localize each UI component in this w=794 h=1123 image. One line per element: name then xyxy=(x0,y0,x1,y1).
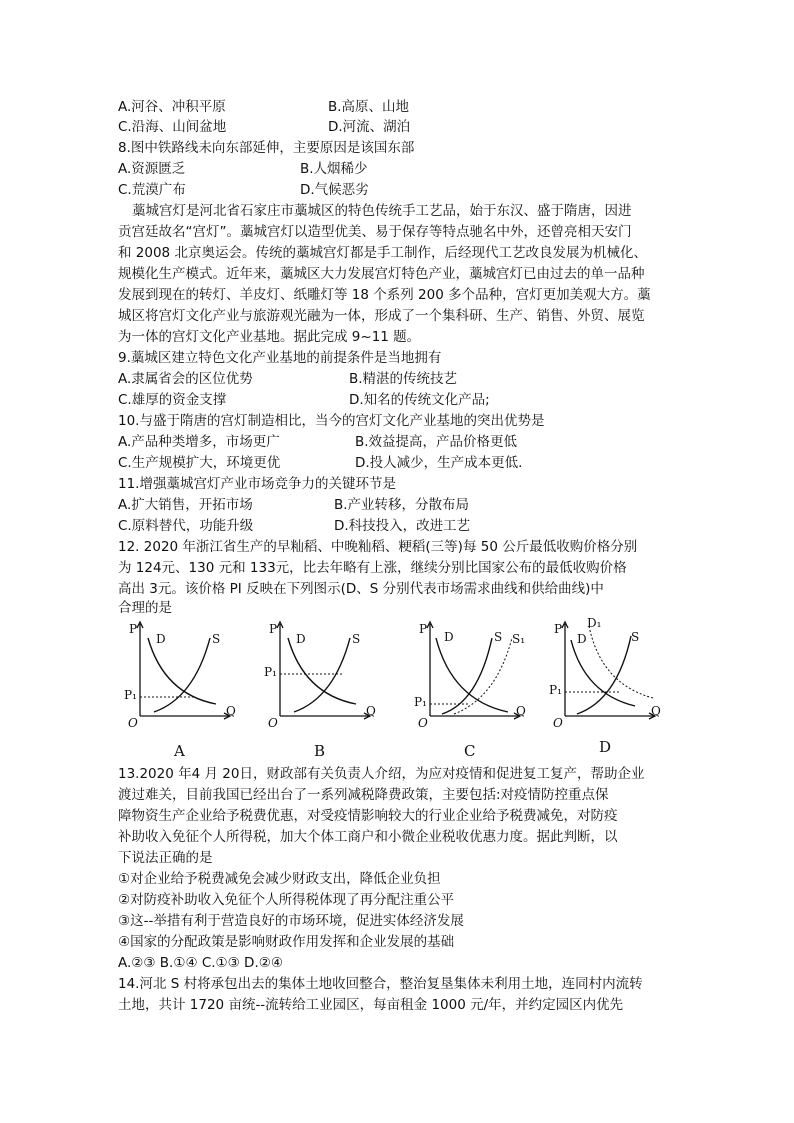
q13-statement: ②对防疫补助收入免征个人所得税体现了再分配注重公平 xyxy=(118,892,455,908)
q14-line: 14.河北 S 村将承包出去的集体土地收回整合，整治复垦集体未利用土地，连同村内流转 xyxy=(118,976,643,992)
q9-option-b: B.精湛的传统技艺 xyxy=(349,371,458,387)
q10-option-b: B.效益提高，产品价格更低 xyxy=(355,434,518,450)
q10-option-c: C.生产规模扩大，环境更优 xyxy=(118,455,281,471)
graph-a-origin-label: O xyxy=(128,716,138,730)
q12-line: 为 124元、130 元和 133元，比去年略有上涨，继续分别比国家公布的最低收购价格 xyxy=(118,560,627,576)
graph-a-p1-label: P₁ xyxy=(124,688,137,702)
graph-b-d-label: D xyxy=(296,632,306,646)
supply-demand-figures xyxy=(118,616,663,762)
graph-a-q-label: Q xyxy=(226,704,236,718)
passage-line: 规模化生产模式。近年来，藁城区大力发展宫灯特色产业，藁城宫灯已由过去的单一品种 xyxy=(118,266,645,282)
graph-c-p1-label: P₁ xyxy=(414,695,427,709)
q7-option-d: D.河流、湖泊 xyxy=(328,119,411,135)
graph-d xyxy=(543,616,663,762)
graph-c-caption: C xyxy=(464,742,476,760)
q11-stem: 11.增强藁城宫灯产业市场竞争力的关键环节是 xyxy=(118,476,396,492)
q11-option-c: C.原料替代，功能升级 xyxy=(118,518,254,534)
graph-a-s-label: S xyxy=(212,632,221,646)
q10-stem: 10.与盛于隋唐的宫灯制造相比，当今的宫灯文化产业基地的突出优势是 xyxy=(118,413,545,429)
passage-line: 发展到现在的转灯、羊皮灯、纸雕灯等 18 个系列 200 多个品种，宫灯更加美观大方。藁 xyxy=(118,287,651,303)
graph-a-p-label: P xyxy=(129,622,138,636)
graph-b-p1-label: P₁ xyxy=(264,665,277,679)
q10-option-d: D.投人减少，生产成本更低. xyxy=(355,455,523,471)
q9-stem: 9.藁城区建立特色文化产业基地的前提条件是当地拥有 xyxy=(118,350,442,366)
graph-d-d1-label: D₁ xyxy=(587,616,602,630)
q12-line: 合理的是 xyxy=(118,600,172,616)
q8-option-a: A.资源匮乏 xyxy=(118,161,186,177)
graph-b-p-label: P xyxy=(269,622,278,636)
graph-c-svg xyxy=(408,616,528,762)
graph-d-origin-label: O xyxy=(553,716,563,730)
graph-a xyxy=(118,616,238,762)
graph-c-p-label: P xyxy=(419,622,428,636)
q9-option-c: C.雄厚的资金支撑 xyxy=(118,392,227,408)
q7-option-c: C.沿海、山间盆地 xyxy=(118,119,227,135)
graph-b-s-label: S xyxy=(352,632,361,646)
q13-options: A.②③ B.①④ C.①③ D.②④ xyxy=(118,955,283,971)
graph-c-s1-label: S₁ xyxy=(512,632,526,646)
q13-line: 障物资生产企业给予税费优惠，对受疫情影响较大的行业企业给予税费减免，对防疫 xyxy=(118,808,618,824)
passage-line: 城区将宫灯文化产业与旅游观光融为一体，形成了一个集科研、生产、销售、外贸、展览 xyxy=(118,308,645,324)
q9-option-a: A.隶属省会的区位优势 xyxy=(118,371,253,387)
graph-a-d-label: D xyxy=(156,632,166,646)
q11-option-d: D.科技投入，改进工艺 xyxy=(334,518,471,534)
q13-line: 下说法正确的是 xyxy=(118,850,213,866)
passage-line: 藁城宫灯是河北省石家庄市藁城区的特色传统手工艺品，始于东汉、盛于隋唐，因进 xyxy=(132,203,632,219)
graph-d-caption: D xyxy=(599,738,612,756)
q8-option-b: B.人烟稀少 xyxy=(300,161,368,177)
q12-line: 12. 2020 年浙江省生产的早籼稻、中晚籼稻、粳稻(三等)每 50 公斤最低收购价格分别 xyxy=(118,539,638,555)
q12-line: 高出 3元。该价格 PI 反映在下列图示(D、S 分别代表市场需求曲线和供给曲线)中 xyxy=(118,581,604,597)
graph-c-d-label: D xyxy=(444,630,454,644)
graph-b-caption: B xyxy=(314,742,326,760)
q13-statement: ③这--举措有利于营造良好的市场环境，促进实体经济发展 xyxy=(118,913,464,929)
graph-b xyxy=(258,616,378,762)
graph-d-d-label: D xyxy=(577,632,587,646)
q11-option-b: B.产业转移，分散布局 xyxy=(334,497,470,513)
q11-option-a: A.扩大销售，开拓市场 xyxy=(118,497,253,513)
graph-d-p-label: P xyxy=(554,622,563,636)
graph-a-caption: A xyxy=(174,742,185,760)
q14-line: 土地，共计 1720 亩统--流转给工业园区，每亩租金 1000 元/年，并约定园区内优先 xyxy=(118,997,624,1013)
q13-line: 补助收入免征个人所得税，加大个体工商户和小微企业税收优惠力度。据此判断，以 xyxy=(118,829,618,845)
graph-c-q-label: Q xyxy=(516,704,526,718)
graph-d-p1-label: P₁ xyxy=(549,683,562,697)
q13-line: 渡过难关，目前我国已经出台了一系列减税降费政策，主要包括:对疫情防控重点保 xyxy=(118,787,609,803)
graph-c-origin-label: O xyxy=(418,716,428,730)
q13-line: 13.2020 年4 月 20日，财政部有关负责人介绍，为应对疫情和促进复工复产，帮助企业 xyxy=(118,766,645,782)
graph-d-s-label: S xyxy=(631,630,640,644)
graph-d-q-label: Q xyxy=(651,704,661,718)
graph-b-q-label: Q xyxy=(366,704,376,718)
graph-c-s-label: S xyxy=(494,630,503,644)
q13-statement: ④国家的分配政策是影响财政作用发挥和企业发展的基础 xyxy=(118,934,455,950)
q7-option-b: B.高原、山地 xyxy=(328,99,410,115)
graph-b-origin-label: O xyxy=(268,716,278,730)
q8-stem: 8.图中铁路线未向东部延伸，主要原因是该国东部 xyxy=(118,140,415,156)
q7-option-a: A.河谷、冲积平原 xyxy=(118,99,226,115)
q8-option-d: D.气候恶劣 xyxy=(300,182,369,198)
q13-statement: ①对企业给予税费减免会减少财政支出，降低企业负担 xyxy=(118,871,441,887)
passage-line: 贡宫廷故名“宫灯”。藁城宫灯以造型优美、易于保存等特点驰名中外，还曾亮相天安门 xyxy=(118,224,632,240)
q8-option-c: C.荒漠广布 xyxy=(118,182,186,198)
passage-line: 为一体的宫灯文化产业基地。据此完成 9~11 题。 xyxy=(118,329,421,345)
passage-line: 和 2008 北京奥运会。传统的藁城宫灯都是手工制作，后经现代工艺改良发展为机械化、 xyxy=(118,245,647,261)
q9-option-d: D.知名的传统文化产品; xyxy=(349,392,490,408)
q10-option-a: A.产品种类增多，市场更广 xyxy=(118,434,280,450)
graph-c xyxy=(408,616,528,762)
